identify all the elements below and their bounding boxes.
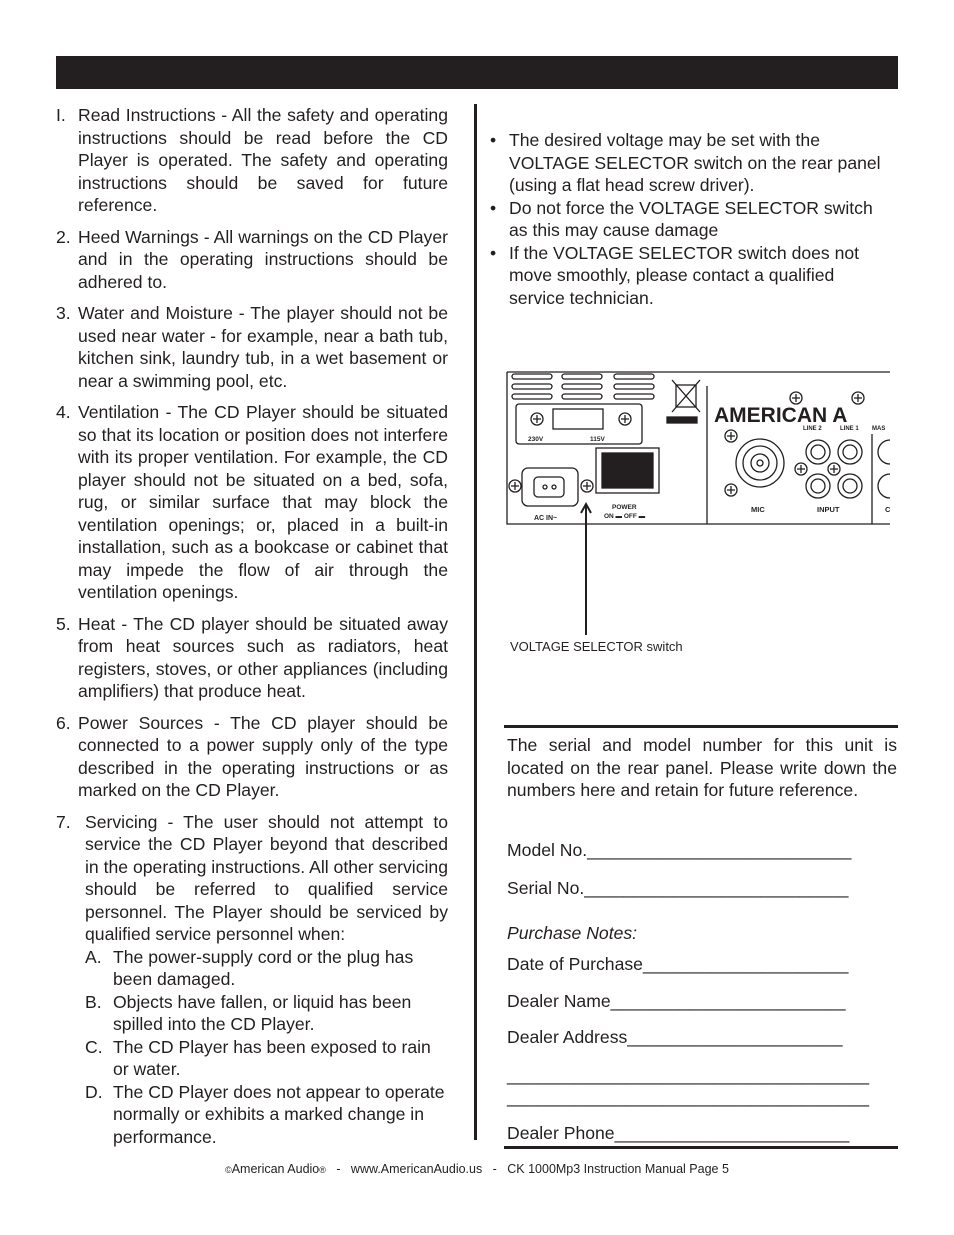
bullet-item: • The desired voltage may be set with the VOLTAGE SELECTOR switch on the rear panel (using a flat head screw driver).: [490, 130, 881, 195]
item-number: 5.: [56, 613, 71, 634]
item-text: Heat - The CD player should be situated away from heat sources such as radiators, heat registers, stoves, or other appliances (including amplifiers) that produce heat.: [78, 613, 448, 701]
item-text: Read Instructions - All the safety and operating instructions should be read before the CD Player is operated. The safety and operating instructions should be saved for future reference.: [78, 105, 448, 215]
instruction-item: [56, 811, 448, 1149]
page-footer: [0, 1162, 954, 1176]
item-number: 3.: [56, 303, 71, 323]
item-number: 6.: [56, 712, 71, 733]
label-line1: LINE 1: [840, 426, 859, 432]
dealer-name-field: Dealer Name________________________: [507, 991, 846, 1011]
condition-letter: B.: [85, 991, 102, 1012]
item-text: Water and Moisture - The player should not be used near water - for example, near a bath tub, kitchen sink, laundry tub, in a wet basement or near a swimming pool, etc.: [78, 303, 448, 391]
label-ac-in: AC IN~: [534, 515, 558, 522]
servicing-condition: [85, 1036, 448, 1081]
column-divider: [474, 104, 477, 1140]
dealer-address-line: _____________________________________: [507, 1065, 870, 1085]
footer-separator: -: [492, 1162, 497, 1176]
dealer-address-field: Dealer Address______________________: [507, 1027, 843, 1047]
serial-info-text: The serial and model number for this unit is located on the rear panel. Please write down the numbers here and retain for future reference.: [507, 735, 897, 800]
section-rule: [504, 1146, 898, 1149]
item-text: Power Sources - The CD player should be connected to a power supply only of the type described in the operating instructions or as marked on the CD Player.: [78, 712, 448, 800]
purchase-notes-heading: Purchase Notes:: [507, 923, 638, 943]
section-rule: [504, 725, 898, 728]
item-text: Heed Warnings - All warnings on the CD Player and in the operating instructions should be adhered to.: [78, 226, 448, 292]
label-on-off: ON ▬ OFF ▬: [604, 513, 646, 520]
instruction-item: [56, 401, 448, 604]
voltage-bullet-list: [490, 129, 890, 309]
servicing-condition: [85, 1081, 448, 1149]
item-number: I.: [56, 105, 66, 125]
instruction-item: [56, 712, 448, 802]
label-115v: 115V: [590, 436, 605, 443]
safety-instructions-list: [56, 104, 448, 1157]
bullet-text: Do not force the VOLTAGE SELECTOR switch as this may cause damage: [509, 197, 873, 240]
label-mas: MAS: [872, 426, 886, 432]
bullet-text: If the VOLTAGE SELECTOR switch does not move smoothly, please contact a qualified service technician.: [509, 242, 860, 308]
serial-number-field: Serial No.___________________________: [507, 878, 849, 898]
label-line2: LINE 2: [803, 426, 822, 432]
item-number: 4.: [56, 402, 71, 422]
label-power: POWER: [612, 504, 637, 511]
label-mic: MIC: [751, 505, 765, 514]
footer-website: www.AmericanAudio.us: [350, 1162, 483, 1176]
dealer-address-line: _____________________________________: [507, 1087, 870, 1107]
item-text: Servicing - The user should not attempt to service the CD Player beyond that described in the operating instructions. All other servicing should be referred to qualified service personnel. The Player should be serviced by qualified service personnel when:: [85, 811, 448, 944]
date-of-purchase-field: Date of Purchase_____________________: [507, 954, 849, 974]
footer-page-info: CK 1000Mp3 Instruction Manual Page 5: [507, 1162, 729, 1176]
condition-text: The CD Player does not appear to operate normally or exhibits a marked change in performance.: [113, 1081, 445, 1147]
condition-text: The CD Player has been exposed to rain or water.: [113, 1036, 431, 1079]
label-230v: 230V: [528, 436, 544, 443]
condition-letter: C.: [85, 1036, 103, 1057]
dealer-phone-field: Dealer Phone________________________: [507, 1123, 850, 1143]
brand-logo-text: AMERICAN A: [714, 404, 848, 427]
bullet-text: The desired voltage may be set with the VOLTAGE SELECTOR switch on the rear panel (using a flat head screw driver).: [509, 130, 881, 195]
registered-symbol: ®: [319, 1165, 326, 1175]
bullet-item: • Do not force the VOLTAGE SELECTOR switch as this may cause damage: [490, 197, 873, 240]
bullet-item: • If the VOLTAGE SELECTOR switch does not move smoothly, please contact a qualified service technician.: [490, 242, 860, 308]
condition-text: Objects have fallen, or liquid has been spilled into the CD Player.: [113, 991, 412, 1034]
instruction-item: [56, 226, 448, 294]
item-number: 7.: [56, 811, 71, 832]
condition-letter: A.: [85, 946, 102, 967]
instruction-item: [56, 104, 448, 217]
servicing-condition: [85, 991, 448, 1036]
servicing-condition: [85, 946, 448, 991]
footer-brand: American Audio: [231, 1162, 320, 1176]
footer-separator: -: [336, 1162, 341, 1176]
instruction-item: [56, 302, 448, 392]
item-text: Ventilation - The CD Player should be situated so that its location or position does not interfere with its proper ventilation. For example, the CD player should not be situated on a bed, sofa, rug, or similar surface that may block the ventilation openings; or, placed in a built-in installation, such as a bookcase or cabinet that may impede the flow of air through the ventilation openings.: [78, 402, 448, 602]
section-header-bar: [56, 56, 898, 89]
condition-letter: D.: [85, 1081, 103, 1102]
voltage-selector-label: VOLTAGE SELECTOR switch: [510, 639, 683, 654]
model-number-field: Model No.___________________________: [507, 840, 852, 860]
item-number: 2.: [56, 226, 71, 247]
label-input: INPUT: [817, 505, 840, 514]
instruction-item: [56, 613, 448, 703]
label-edge: C: [885, 505, 890, 514]
condition-text: The power-supply cord or the plug has been damaged.: [113, 946, 414, 989]
copyright-symbol: ©: [225, 1165, 232, 1175]
rear-panel-illustration: [504, 368, 890, 638]
